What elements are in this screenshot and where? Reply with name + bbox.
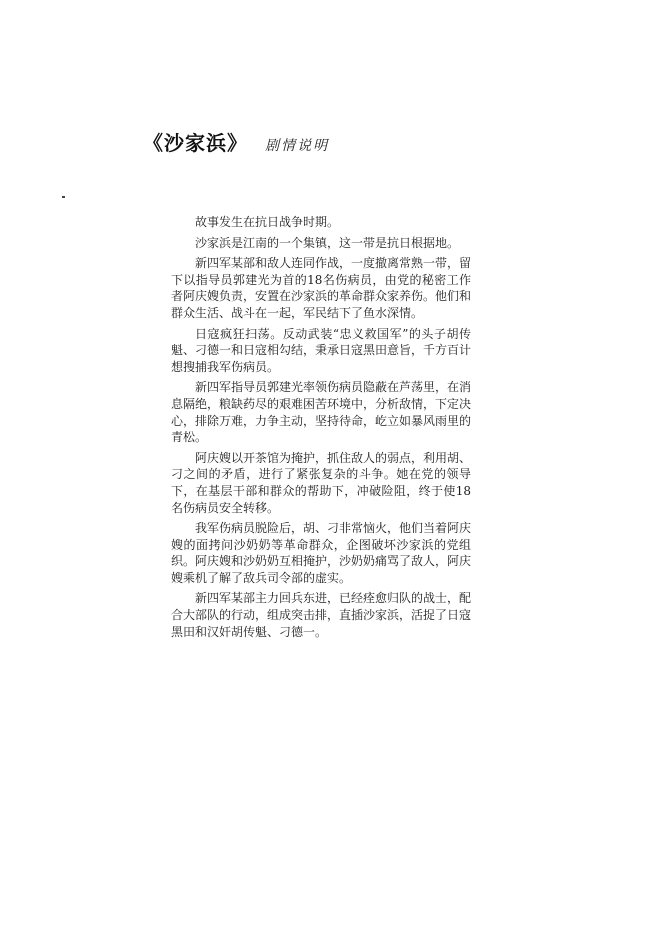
- paragraph: 新四军指导员郭建光率领伤病员隐蔽在芦荡里，在消息隔绝，粮缺药尽的艰难困苦环境中，分析敌情，下定决心，排除万难，力争主动，坚持待命，屹立如暴风雨里的青松。: [171, 380, 472, 445]
- title-row: [143, 127, 329, 156]
- synopsis-body: [171, 214, 471, 644]
- page-title: 《沙家浜》: [143, 131, 248, 155]
- page-subtitle: 剧情说明: [265, 138, 330, 154]
- paragraph: 新四军某部和敌人连同作战，一度撤离常熟一带，留下以指导员郭建光为首的18名伤病员，由党的秘密工作者阿庆嫂负责，安置在沙家浜的革命群众家养伤。他们和群众生活、战斗在一起，军民结下了鱼水深情。: [171, 256, 472, 320]
- paragraph: 日寇疯狂扫荡。反动武装“忠义救国军”的头子胡传魁、刁德一和日寇相勾结，秉承日寇黑田意旨，千方百计想搜捕我军伤病员。: [171, 326, 472, 374]
- paragraph: 沙家浜是江南的一个集镇，这一带是抗日根据地。: [195, 235, 460, 250]
- paragraph: 我军伤病员脱险后，胡、刁非常恼火，他们当着阿庆嫂的面拷问沙奶奶等革命群众，企图破坏沙家浜的党组织。阿庆嫂和沙奶奶互相掩护，沙奶奶痛骂了敌人，阿庆嫂乘机了解了敌兵司令部的虚实。: [171, 521, 472, 585]
- scan-speck: [62, 196, 65, 198]
- paragraph: 故事发生在抗日战争时期。: [195, 215, 340, 229]
- paragraph: 阿庆嫂以开茶馆为掩护，抓住敌人的弱点，利用胡、刁之间的矛盾，进行了紧张复杂的斗争。她在党的领导下，在基层干部和群众的帮助下，冲破险阻，终于使18名伤病员安全转移。: [171, 450, 472, 515]
- paragraph: 新四军某部主力回兵东进，已经痊愈归队的战士，配合大部队的行动，组成突击排，直插沙家浜，活捉了日寇黑田和汉奸胡传魁、刁德一。: [171, 591, 472, 639]
